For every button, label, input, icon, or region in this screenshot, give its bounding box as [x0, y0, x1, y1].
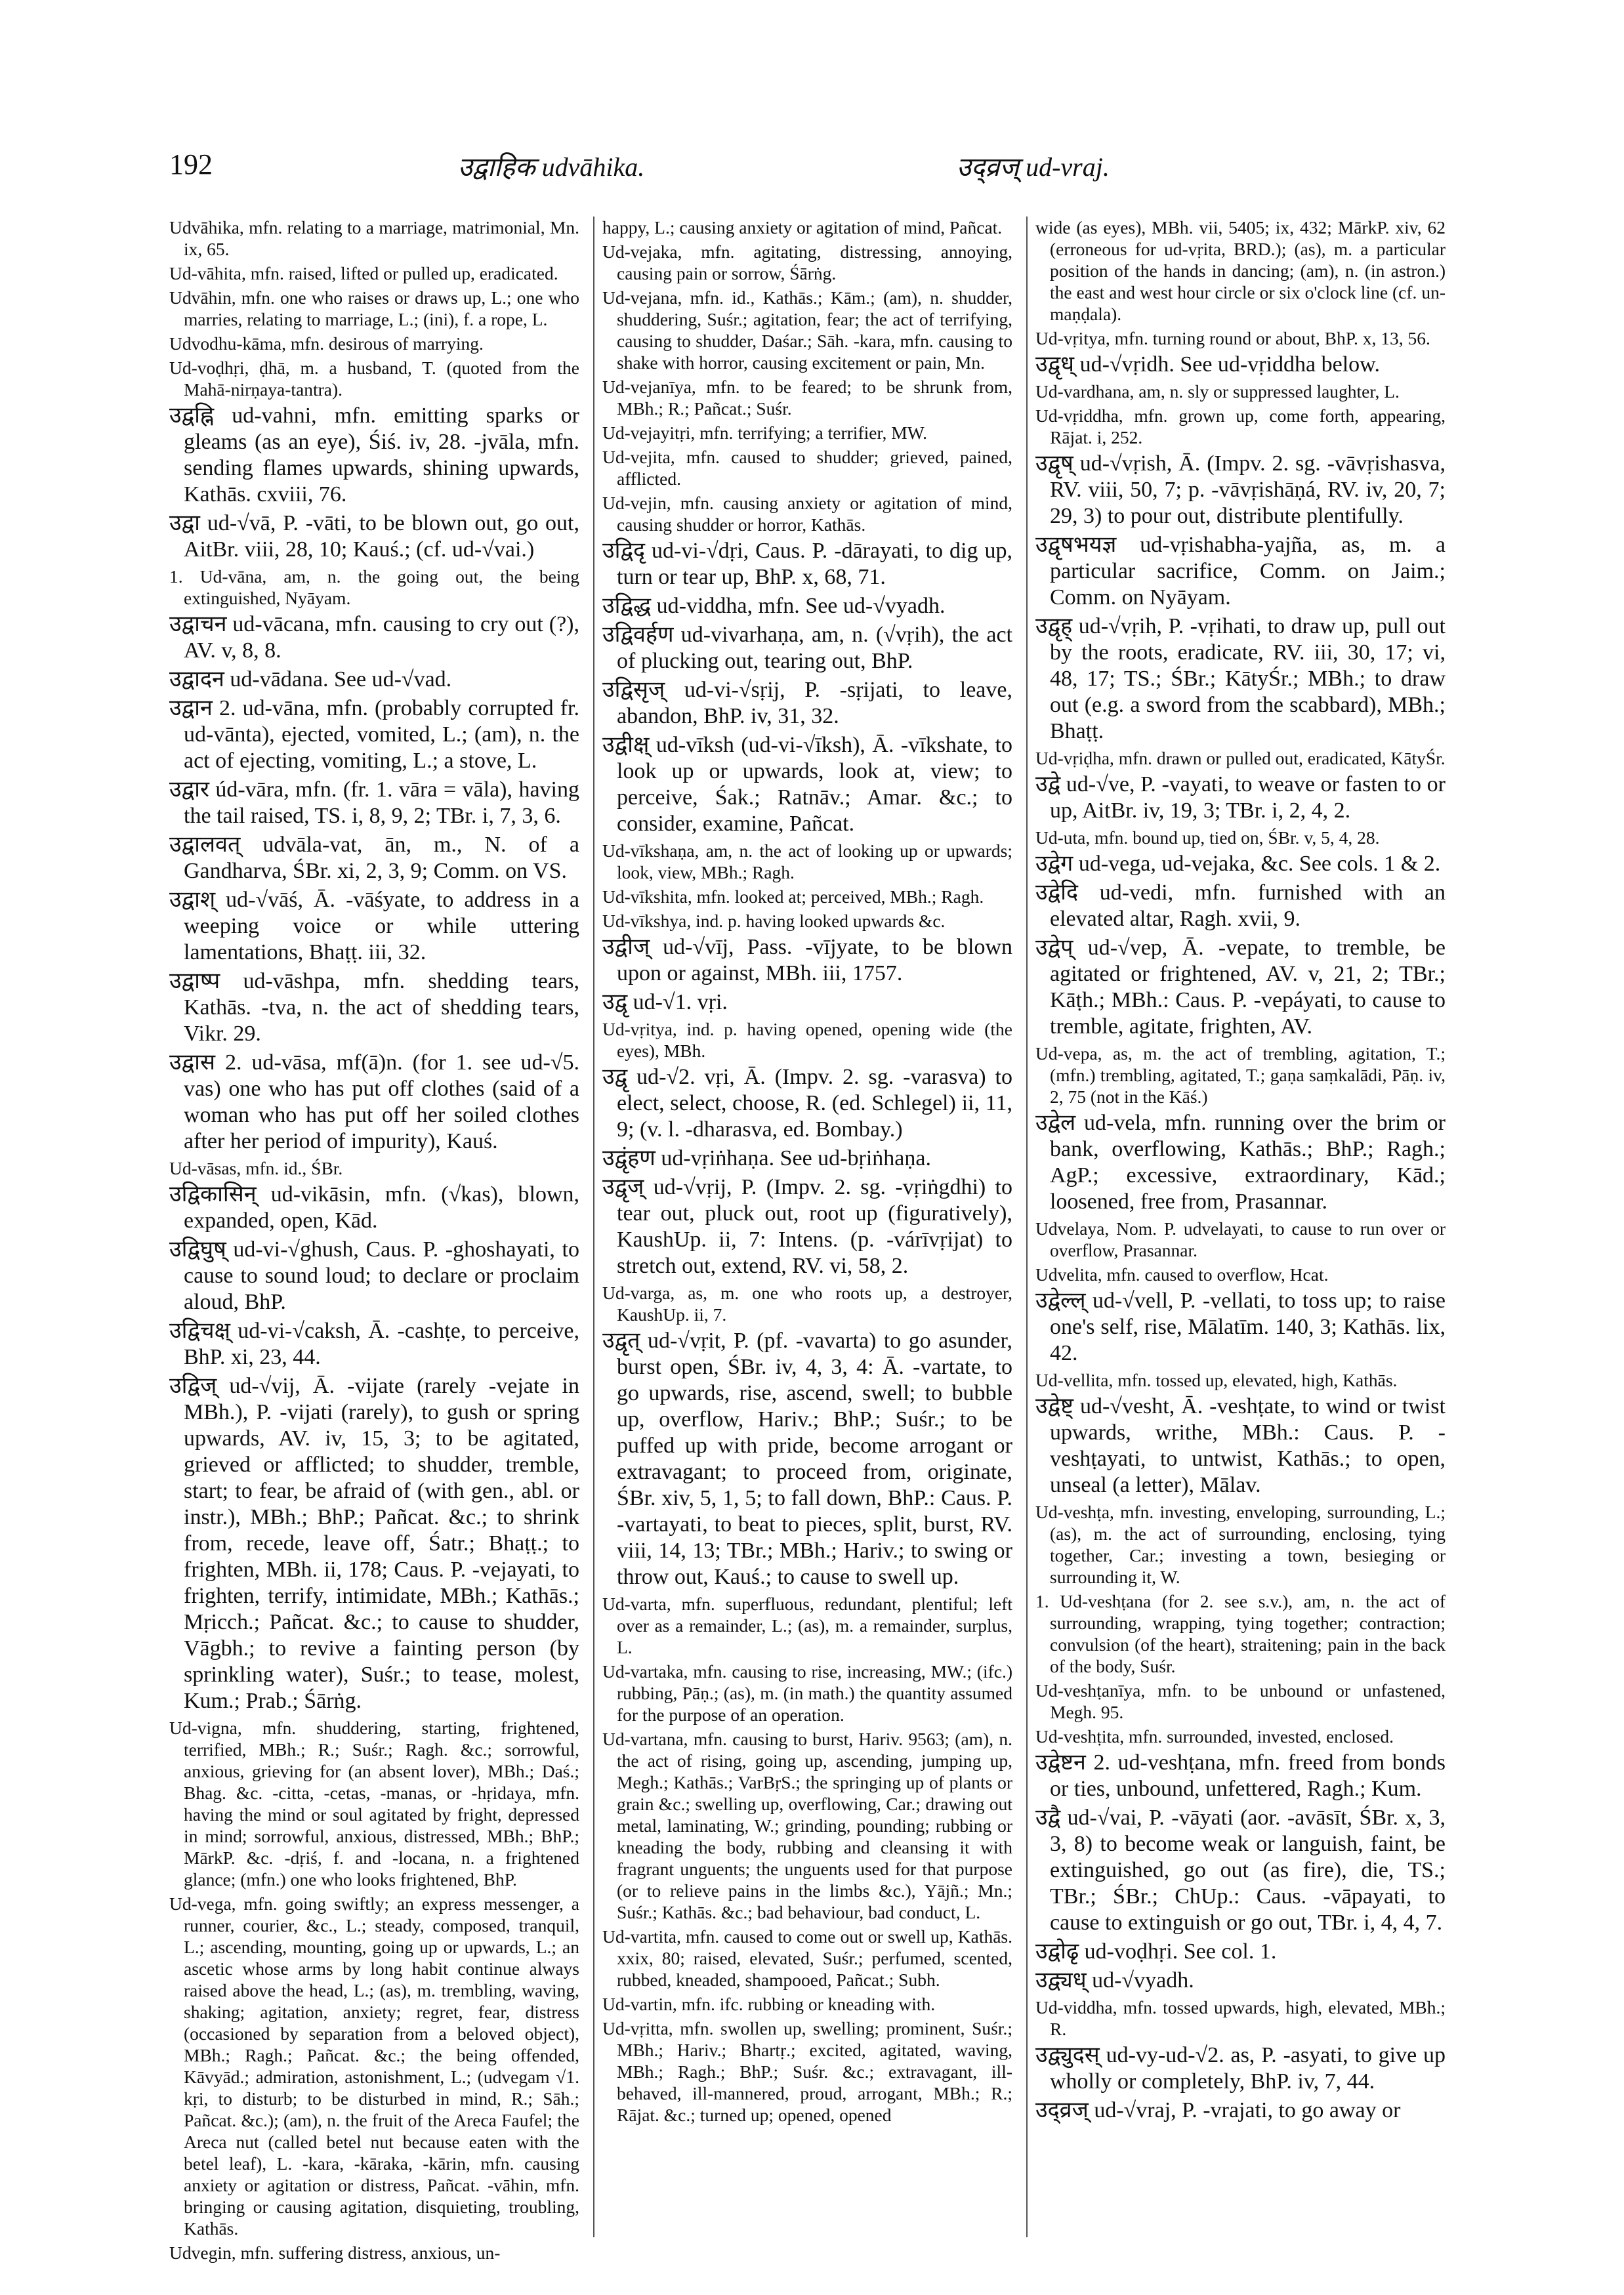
dictionary-entry: उद्वालवत् udvāla-vat, ān, m., N. of a Gandharva, ŚBr. xi, 2, 3, 9; Comm. on VS. — [169, 833, 579, 883]
dictionary-entry: उद्वेग ud-vega, ud-vejaka, &c. See cols. 1 & 2. — [1035, 852, 1441, 876]
dictionary-entry: Ud-vīkshita, mfn. looked at; perceived, MBh.; Ragh. — [602, 886, 984, 907]
dictionary-entry: उद्वार úd-vāra, mfn. (fr. 1. vāra = vāla), having the tail raised, TS. i, 8, 9, 2; TBr. i, 7, 3, 6. — [169, 777, 579, 828]
dictionary-entry: उद्वोढृ ud-voḍhṛi. See col. 1. — [1035, 1939, 1277, 1964]
dictionary-entry: 1. Ud-veshṭana (for 2. see s.v.), am, n. the act of surrounding, wrapping, tying together; contraction; convulsion (of the heart), straitening; pain in the back of the body, Suśr. — [1035, 1591, 1446, 1676]
dictionary-entry: उद्वृष् ud-√vṛish, Ā. (Impv. 2. sg. -vāvṛishasva, RV. viii, 50, 7; p. -vāvṛishāṇá, RV. iv, 20, 7; 29, 3) to pour out, distribute plentifully. — [1035, 451, 1446, 528]
dictionary-entry: उद्वेल ud-vela, mfn. running over the brim or bank, overflowing, Kathās.; BhP.; Ragh.; AgP.; excessive, extraordinary, Kād.; loosened, free from, Prasannar. — [1035, 1111, 1446, 1214]
dictionary-entry: Ud-vartin, mfn. ifc. rubbing or kneading with. — [602, 1994, 936, 2014]
dictionary-entry: उद्विकासिन् ud-vikāsin, mfn. (√kas), blown, expanded, open, Kād. — [169, 1182, 579, 1233]
page-header — [169, 148, 1455, 190]
dictionary-entry: Ud-vṛitta, mfn. swollen up, swelling; prominent, Suśr.; MBh.; Hariv.; Bhartṛ.; excited, agitated, waving, MBh.; Ragh.; BhP.; Suśr. &c.; extravagant, ill-behaved, ill-mannered, proud, arrogant, MBh.; R.; Rājat. &c.; turned up; opened, opened — [602, 2018, 1012, 2125]
dictionary-entry: Ud-vīkshya, ind. p. having looked upwards &c. — [602, 911, 946, 931]
dictionary-entry: Ud-vejaka, mfn. agitating, distressing, annoying, causing pain or sorrow, Śārṅg. — [602, 241, 1012, 283]
dictionary-entry: Ud-vāhita, mfn. raised, lifted or pulled up, eradicated. — [169, 263, 558, 283]
dictionary-entry: Ud-vega, mfn. going swiftly; an express messenger, a runner, courier, &c., L.; steady, composed, tranquil, L.; ascending, mounting, going up or upwards, L.; an ascetic whose arms by long habit continue always raised above the head, L.; (as), m. trembling, waving, shaking; agitation, anxiety; regret, fear, distress (occasioned by separation from a beloved object), MBh.; Ragh.; Pañcat. &c.; the being offended, Kāvyād.; admiration, astonishment, L.; (udvegam √1. kṛi, to disturb; to be disturbed in mind, R.; Sāh.; Pañcat. &c.); (am), n. the fruit of the Areca Faufel; the Areca nut (called betel nut because eaten with the betel leaf), L. -kara, -kāraka, -kārin, mfn. causing anxiety or agitation or distress, Pañcat. -vāhin, mfn. bringing or causing agitation, disquieting, troubling, Kathās. — [169, 1893, 579, 2239]
dictionary-entry: उद्व्रज् ud-√vraj, P. -vrajati, to go away or — [1035, 2098, 1401, 2122]
dictionary-entry: उद्विज् ud-√vij, Ā. -vijate (rarely -vejate in MBh.), P. -vijati (rarely), to gush or spring upwards, AV. iv, 15, 3; to be agitated, grieved or afflicted; to shudder, tremble, start; to fear, be afraid of (with gen., abl. or instr.), MBh.; BhP.; Pañcat. &c.; to shrink from, recede, leave off, Śatr.; Bhaṭṭ.; to frighten, MBh. ii, 178; Caus. P. -vejayati, to frighten, terrify, intimidate, MBh.; Kathās.; Mṛicch.; Pañcat. &c.; to cause to shudder, Vāgbh.; to revive a fainting person (by sprinkling water), Suśr.; to tease, molest, Kum.; Prab.; Śārṅg. — [169, 1374, 579, 1713]
dictionary-entry: उद्वृत् ud-√vṛit, P. (pf. -vavarta) to go asunder, burst open, ŚBr. iv, 4, 3, 4: Ā. -vartate, to go upwards, rise, ascend, swell; to bubble up, overflow, Hariv.; BhP.; Suśr.; to be puffed up with pride, become arrogant or extravagant; to proceed from, originate, ŚBr. xiv, 5, 1, 5; to fall down, BhP.: Caus. P. -vartayati, to beat to pieces, split, burst, RV. viii, 14, 13; TBr.; MBh.; Hariv.; to swing or throw out, Kauś.; to cause to swell up. — [602, 1329, 1012, 1589]
dictionary-entry: Ud-veshṭanīya, mfn. to be unbound or unfastened, Megh. 95. — [1035, 1680, 1446, 1722]
dictionary-entry: wide (as eyes), MBh. vii, 5405; ix, 432; MārkP. xiv, 62 (erroneous for ud-vṛita, BRD.); (as), m. a particular position of the hands in dancing; (am), n. (in astron.) the east and west hour circle or six o'clock line (cf. un-maṇḍala). — [1035, 217, 1446, 324]
dictionary-entry: उद्वेष्टन 2. ud-veshṭana, mfn. freed from bonds or ties, unbound, unfettered, Ragh.; Kum. — [1035, 1750, 1446, 1801]
dictionary-entry: Udvodhu-kāma, mfn. desirous of marrying. — [169, 333, 484, 354]
dictionary-entry: उद्वान 2. ud-vāna, mfn. (probably corrupted fr. ud-vānta), ejected, vomited, L.; (am), n. the act of ejecting, vomiting, L.; a stove, L. — [169, 696, 579, 773]
dictionary-entry: Ud-vartaka, mfn. causing to rise, increasing, MW.; (ifc.) rubbing, Pāṇ.; (as), m. (in math.) the quantity assumed for the purpose of an operation. — [602, 1661, 1012, 1725]
dictionary-entry: Ud-veshṭita, mfn. surrounded, invested, enclosed. — [1035, 1726, 1394, 1747]
dictionary-entry: उद्वृ ud-√1. vṛi. — [602, 990, 728, 1014]
dictionary-entry: उद्वेप् ud-√vep, Ā. -vepate, to tremble, be agitated or frightened, AV. v, 21, 2; TBr.; Kāṭh.; MBh.: Caus. P. -vepáyati, to cause to tremble, agitate, frighten, AV. — [1035, 936, 1446, 1039]
left-running-head: उद्वाहिक udvāhika. — [458, 152, 645, 182]
dictionary-entry: Ud-varta, mfn. superfluous, redundant, plentiful; left over as a remainder, L.; (as), m. a remainder, surplus, L. — [602, 1594, 1012, 1657]
dictionary-entry: उद्विचक्ष् ud-vi-√caksh, Ā. -cashṭe, to perceive, BhP. xi, 23, 44. — [169, 1319, 579, 1369]
dictionary-entry: Ud-vartita, mfn. caused to come out or swell up, Kathās. xxix, 80; raised, elevated, Suśr.; perfumed, scented, rubbed, kneaded, shampooed, Pañcat.; Subh. — [602, 1926, 1012, 1990]
dictionary-entry: उद्व्यध् ud-√vyadh. — [1035, 1968, 1194, 1993]
dictionary-entry: Ud-varga, as, m. one who roots up, a destroyer, KaushUp. ii, 7. — [602, 1283, 1012, 1325]
dictionary-entry: उद्विद्ध ud-viddha, mfn. See ud-√vyadh. — [602, 594, 946, 618]
dictionary-entry: उद्वीक्ष् ud-vīksh (ud-vi-√īksh), Ā. -vīkshate, to look up or upwards, look at, view; to perceive, Śak.; Ratnāv.; Amar. &c.; to consider, examine, Pañcat. — [602, 733, 1012, 836]
dictionary-entry: उद्वृह् ud-√vṛih, P. -vṛihati, to draw up, pull out by the roots, eradicate, RV. iii, 30, 17; vi, 48, 17; TS.; ŚBr.; KātyŚr.; MBh.; to draw out (e.g. a sword from the scabbard), MBh.; Bhaṭṭ. — [1035, 614, 1446, 743]
dictionary-columns — [169, 217, 1455, 2263]
dictionary-entry: उद्वास 2. ud-vāsa, mf(ā)n. (for 1. see ud-√5. vas) one who has put off clothes (said of a woman who has put off her soiled clothes after her period of impurity), Kauś. — [169, 1050, 579, 1153]
dictionary-entry: उद्वा ud-√vā, P. -vāti, to be blown out, go out, AitBr. viii, 28, 10; Kauś.; (cf. ud-√vai.) — [169, 511, 579, 562]
dictionary-entry: Ud-vṛitya, mfn. turning round or about, BhP. x, 13, 56. — [1035, 328, 1430, 348]
dictionary-entry: Ud-uta, mfn. bound up, tied on, ŚBr. v, 5, 4, 28. — [1035, 827, 1380, 848]
column-3 — [1035, 217, 1446, 2250]
dictionary-entry: उद्वेल्ल् ud-√vell, P. -vellati, to toss up; to raise one's self, rise, Mālatīm. 140, 3; Kathās. lix, 42. — [1035, 1289, 1446, 1365]
dictionary-entry: Ud-vīkshaṇa, am, n. the act of looking up or upwards; look, view, MBh.; Ragh. — [602, 840, 1012, 882]
dictionary-entry: उद्वै ud-√vai, P. -vāyati (aor. -avāsīt, ŚBr. x, 3, 3, 8) to become weak or languish, faint, be extinguished, go out (as fire), die, TS.; TBr.; ŚBr.; ChUp.: Caus. -vāpayati, to cause to extinguish or go out, TBr. i, 4, 4, 7. — [1035, 1806, 1446, 1935]
dictionary-entry: Udvāhin, mfn. one who raises or draws up, L.; one who marries, relating to marriage, L.; (ini), f. a rope, L. — [169, 287, 579, 329]
dictionary-entry: उद्विवर्हण ud-vivarhaṇa, am, n. (√vṛih), the act of plucking out, tearing out, BhP. — [602, 623, 1012, 673]
dictionary-entry: उद्वाचन ud-vācana, mfn. causing to cry out (?), AV. v, 8, 8. — [169, 612, 579, 663]
dictionary-entry: 1. Ud-vāna, am, n. the going out, the being extinguished, Nyāyam. — [169, 566, 579, 608]
dictionary-entry: Ud-voḍhṛi, ḍhā, m. a husband, T. (quoted from the Mahā-nirṇaya-tantra). — [169, 358, 579, 400]
dictionary-entry: उद्वृषभयज्ञ ud-vṛishabha-yajña, as, m. a particular sacrifice, Comm. on Jaim.; Comm. on Nyāyam. — [1035, 533, 1446, 610]
dictionary-entry: Ud-vellita, mfn. tossed up, elevated, high, Kathās. — [1035, 1370, 1398, 1390]
dictionary-entry: Ud-vejayitṛi, mfn. terrifying; a terrifier, MW. — [602, 423, 928, 443]
dictionary-entry: Ud-vṛiddha, mfn. grown up, come forth, appearing, Rājat. i, 252. — [1035, 405, 1446, 447]
right-running-head: उद्व्रज् ud-vraj. — [957, 152, 1110, 182]
dictionary-entry: Ud-vāsas, mfn. id., ŚBr. — [169, 1158, 343, 1178]
dictionary-entry: उद्वाष्प ud-vāshpa, mfn. shedding tears, Kathās. -tva, n. the act of shedding tears, Vikr. 29. — [169, 969, 579, 1046]
dictionary-entry: उद्वे ud-√ve, P. -vayati, to weave or fasten to or up, AitBr. iv, 19, 3; TBr. i, 2, 4, 2. — [1035, 772, 1446, 823]
dictionary-entry: Udvegin, mfn. suffering distress, anxious, un- — [169, 2243, 501, 2263]
dictionary-entry: happy, L.; causing anxiety or agitation of mind, Pañcat. — [602, 217, 1003, 238]
dictionary-entry: उद्विसृज् ud-vi-√sṛij, P. -sṛijati, to leave, abandon, BhP. iv, 31, 32. — [602, 678, 1012, 728]
dictionary-entry: Ud-vṛiḍha, mfn. drawn or pulled out, eradicated, KātyŚr. — [1035, 748, 1446, 768]
column-2 — [602, 217, 1012, 2250]
dictionary-entry: उद्वीज् ud-√vīj, Pass. -vījyate, to be blown upon or against, MBh. iii, 1757. — [602, 935, 1012, 985]
dictionary-entry: Ud-viddha, mfn. tossed upwards, high, elevated, MBh.; R. — [1035, 1997, 1446, 2039]
dictionary-entry: उद्वादन ud-vādana. See ud-√vad. — [169, 667, 452, 692]
dictionary-entry: Ud-vartana, mfn. causing to burst, Hariv. 9563; (am), n. the act of rising, going up, ascending, jumping up, Megh.; Kathās.; VarBṛS.; the springing up of plants or grain &c.; swelling up, overflowing, Car.; drawing out metal, laminating, W.; grinding, pounding; rubbing or kneading the body, rubbing and cleansing it with fragrant unguents; the unguents used for that purpose (or to relieve pains in the limbs &c.), Yājñ.; Mn.; Suśr.; Kathās. &c.; bad behaviour, bad conduct, L. — [602, 1729, 1012, 1922]
page-number: 192 — [169, 148, 213, 180]
dictionary-entry: उद्विघुष् ud-vi-√ghush, Caus. P. -ghoshayati, to cause to sound loud; to declare or proclaim aloud, BhP. — [169, 1237, 579, 1314]
dictionary-entry: Ud-vejanīya, mfn. to be feared; to be shrunk from, MBh.; R.; Pañcat.; Suśr. — [602, 377, 1012, 419]
dictionary-entry: Udvāhika, mfn. relating to a marriage, matrimonial, Mn. ix, 65. — [169, 217, 579, 259]
dictionary-entry: उद्वेदि ud-vedi, mfn. furnished with an elevated altar, Ragh. xvii, 9. — [1035, 880, 1446, 931]
dictionary-entry: Ud-vepa, as, m. the act of trembling, agitation, T.; (mfn.) trembling, agitated, T.; gaṇa saṃkalādi, Pāṇ. iv, 2, 75 (not in the Kāś.) — [1035, 1043, 1446, 1107]
dictionary-entry: उद्विदृ ud-vi-√dṛi, Caus. P. -dārayati, to dig up, turn or tear up, BhP. x, 68, 71. — [602, 539, 1012, 589]
dictionary-entry: उद्वृंहण ud-vṛiṅhaṇa. See ud-bṛiṅhaṇa. — [602, 1146, 931, 1170]
dictionary-entry: उद्वृज् ud-√vṛij, P. (Impv. 2. sg. -vṛiṅgdhi) to tear out, pluck out, root up (figuratively), KaushUp. ii, 7: Intens. (p. -várīvṛijat) to stretch out, extend, RV. vi, 58, 2. — [602, 1175, 1012, 1278]
dictionary-entry: उद्वृ ud-√2. vṛi, Ā. (Impv. 2. sg. -varasva) to elect, select, choose, R. (ed. Schlegel) ii, 11, 9; (v. l. -dharasva, ed. Bombay.) — [602, 1065, 1012, 1142]
dictionary-entry: Udvelita, mfn. caused to overflow, Hcat. — [1035, 1264, 1329, 1285]
dictionary-entry: Udvelaya, Nom. P. udvelayati, to cause to run over or overflow, Prasannar. — [1035, 1218, 1446, 1260]
dictionary-entry: उद्व्युदस् ud-vy-ud-√2. as, P. -asyati, to give up wholly or completely, BhP. iv, 7, 44. — [1035, 2043, 1446, 2094]
dictionary-entry: Ud-vṛitya, ind. p. having opened, opening wide (the eyes), MBh. — [602, 1019, 1012, 1061]
dictionary-entry: Ud-vardhana, am, n. sly or suppressed laughter, L. — [1035, 381, 1400, 402]
dictionary-entry: उद्वेष्ट् ud-√vesht, Ā. -veshṭate, to wind or twist upwards, writhe, MBh.: Caus. P. -veshṭayati, to untwist, Kathās.; to open, unseal (a letter), Mālav. — [1035, 1394, 1446, 1497]
dictionary-entry: उद्वाश् ud-√vāś, Ā. -vāśyate, to address in a weeping voice or while uttering lamentations, Bhaṭṭ. iii, 32. — [169, 888, 579, 964]
dictionary-entry: Ud-vigna, mfn. shuddering, starting, frightened, terrified, MBh.; R.; Suśr.; Ragh. &c.; sorrowful, anxious, grieving for (an absent lover), MBh.; Daś.; Bhag. &c. -citta, -cetas, -manas, or -hṛidaya, mfn. having the mind or soul agitated by fright, depressed in mind; sorrowful, anxious, distressed, MBh.; BhP.; MārkP. &c. -dṛiś, f. and -locana, n. a frightened glance; (mfn.) one who looks frightened, BhP. — [169, 1718, 579, 1890]
dictionary-entry: Ud-veshṭa, mfn. investing, enveloping, surrounding, L.; (as), m. the act of surrounding, enclosing, tying together, Car.; investing a town, besieging or surrounding it, W. — [1035, 1502, 1446, 1587]
dictionary-entry: Ud-vejita, mfn. caused to shudder; grieved, pained, afflicted. — [602, 447, 1012, 489]
dictionary-entry: Ud-vejin, mfn. causing anxiety or agitation of mind, causing shudder or horror, Kathās. — [602, 493, 1012, 535]
dictionary-entry: Ud-vejana, mfn. id., Kathās.; Kām.; (am), n. shudder, shuddering, Suśr.; agitation, fear; the act of terrifying, causing to shudder, Daśar.; Sāh. -kara, mfn. causing to shake with horror, causing excitement or pain, Mn. — [602, 287, 1012, 373]
dictionary-entry: उद्वह्नि ud-vahni, mfn. emitting sparks or gleams (as an eye), Śiś. iv, 28. -jvāla, mfn. sending flames upwards, shining upwards, Kathās. cxviii, 76. — [169, 403, 579, 507]
column-1 — [169, 217, 579, 2263]
dictionary-entry: उद्वृध् ud-√vṛidh. See ud-vṛiddha below. — [1035, 352, 1380, 377]
